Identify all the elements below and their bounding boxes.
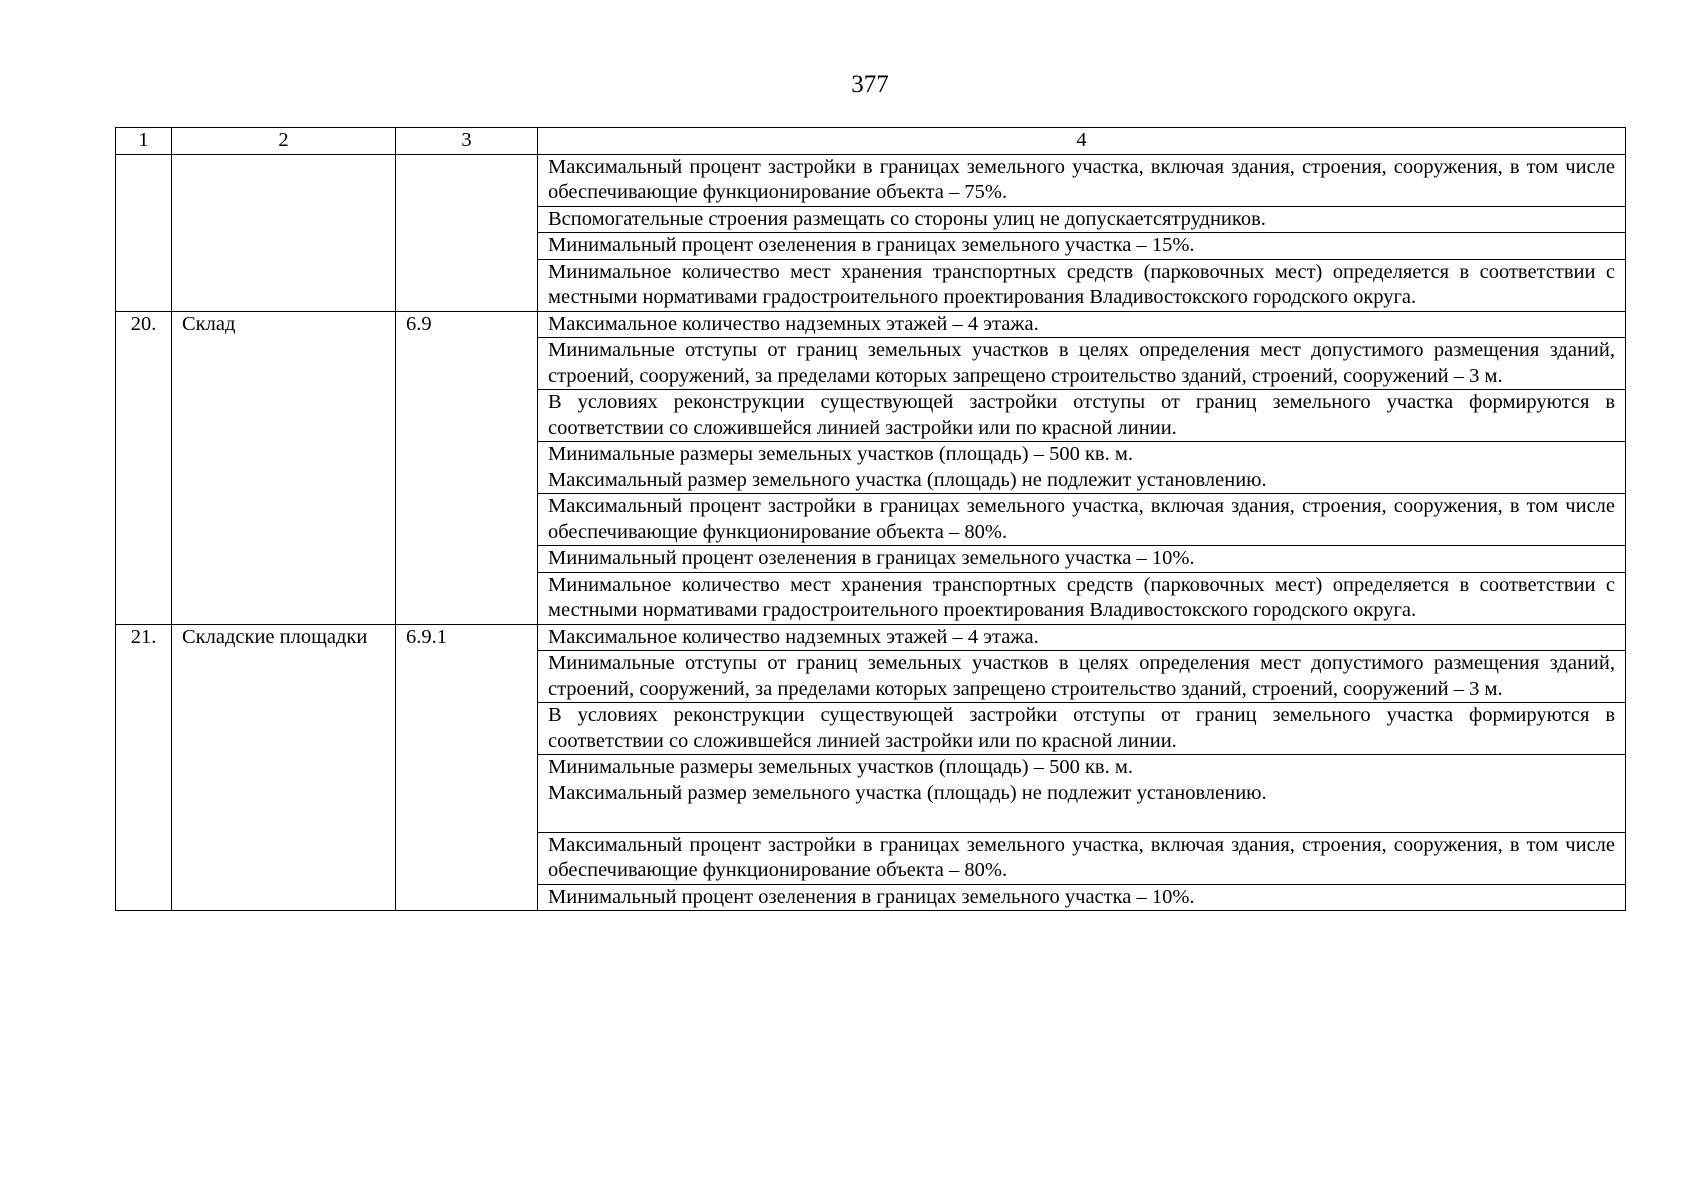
use-code-cell (396, 154, 538, 311)
column-header-2: 2 (172, 128, 396, 155)
page-number: 377 (851, 71, 889, 98)
param-cell: Минимальный процент озеленения в границах земельного участка – 10%. (538, 546, 1626, 573)
param-cell: Максимальный процент застройки в границах земельного участка, включая здания, строения, сооружения, в том числе обеспечивающие функционирование объекта – 75%. (538, 154, 1626, 206)
row-number-cell: 21. (116, 624, 172, 911)
param-line: Минимальные размеры земельных участков (площадь) – 500 кв. м. (548, 443, 1133, 465)
table-row (116, 311, 1626, 338)
param-cell: Минимальное количество мест хранения транспортных средств (парковочных мест) определяется в соответствии с местными нормативами градостроительного проектирования Владивостокского городского округа. (538, 572, 1626, 624)
param-cell: Максимальный процент застройки в границах земельного участка, включая здания, строения, сооружения, в том числе обеспечивающие функционирование объекта – 80%. (538, 494, 1626, 546)
table-header-row (116, 128, 1626, 155)
param-cell: Максимальный процент застройки в границах земельного участка, включая здания, строения, сооружения, в том числе обеспечивающие функционирование объекта – 80%. (538, 832, 1626, 884)
param-cell (538, 442, 1626, 494)
row-number-cell: 20. (116, 311, 172, 624)
use-code-cell: 6.9.1 (396, 624, 538, 911)
table-row (116, 624, 1626, 651)
column-header-4: 4 (538, 128, 1626, 155)
param-line: Максимальный размер земельного участка (площадь) не подлежит установлению. (548, 781, 1267, 804)
param-cell (538, 755, 1626, 833)
param-cell: Минимальные отступы от границ земельных участков в целях определения мест допустимого размещения зданий, строений, сооружений, за пределами которых запрещено строительство зданий, строений, сооружений – 3 м. (538, 651, 1626, 703)
param-cell: Минимальное количество мест хранения транспортных средств (парковочных мест) определяется в соответствии с местными нормативами градостроительного проектирования Владивостокского городского округа. (538, 259, 1626, 311)
table-row (116, 154, 1626, 206)
use-name-cell (172, 154, 396, 311)
param-line: Максимальный размер земельного участка (площадь) не подлежит установлению. (548, 468, 1267, 491)
use-name-cell: Склад (172, 311, 396, 624)
param-cell: В условиях реконструкции существующей застройки отступы от границ земельного участка формируются в соответствии со сложившейся линией застройки или по красной линии. (538, 703, 1626, 755)
blank-line (548, 806, 1615, 832)
use-code-cell: 6.9 (396, 311, 538, 624)
row-number-cell (116, 154, 172, 311)
param-cell: Минимальные отступы от границ земельных участков в целях определения мест допустимого размещения зданий, строений, сооружений, за пределами которых запрещено строительство зданий, строений, сооружений – 3 м. (538, 338, 1626, 390)
param-cell: Максимальное количество надземных этажей – 4 этажа. (538, 311, 1626, 338)
param-cell: Вспомогательные строения размещать со стороны улиц не допускаетсятрудников. (538, 206, 1626, 233)
param-line: Минимальные размеры земельных участков (площадь) – 500 кв. м. (548, 756, 1133, 778)
use-name-cell: Складские площадки (172, 624, 396, 911)
column-header-1: 1 (116, 128, 172, 155)
param-cell: В условиях реконструкции существующей застройки отступы от границ земельного участка формируются в соответствии со сложившейся линией застройки или по красной линии. (538, 390, 1626, 442)
param-cell: Максимальное количество надземных этажей – 4 этажа. (538, 624, 1626, 651)
regulations-table (115, 127, 1626, 911)
column-header-3: 3 (396, 128, 538, 155)
param-cell: Минимальный процент озеленения в границах земельного участка – 15%. (538, 233, 1626, 260)
param-cell: Минимальный процент озеленения в границах земельного участка – 10%. (538, 884, 1626, 911)
